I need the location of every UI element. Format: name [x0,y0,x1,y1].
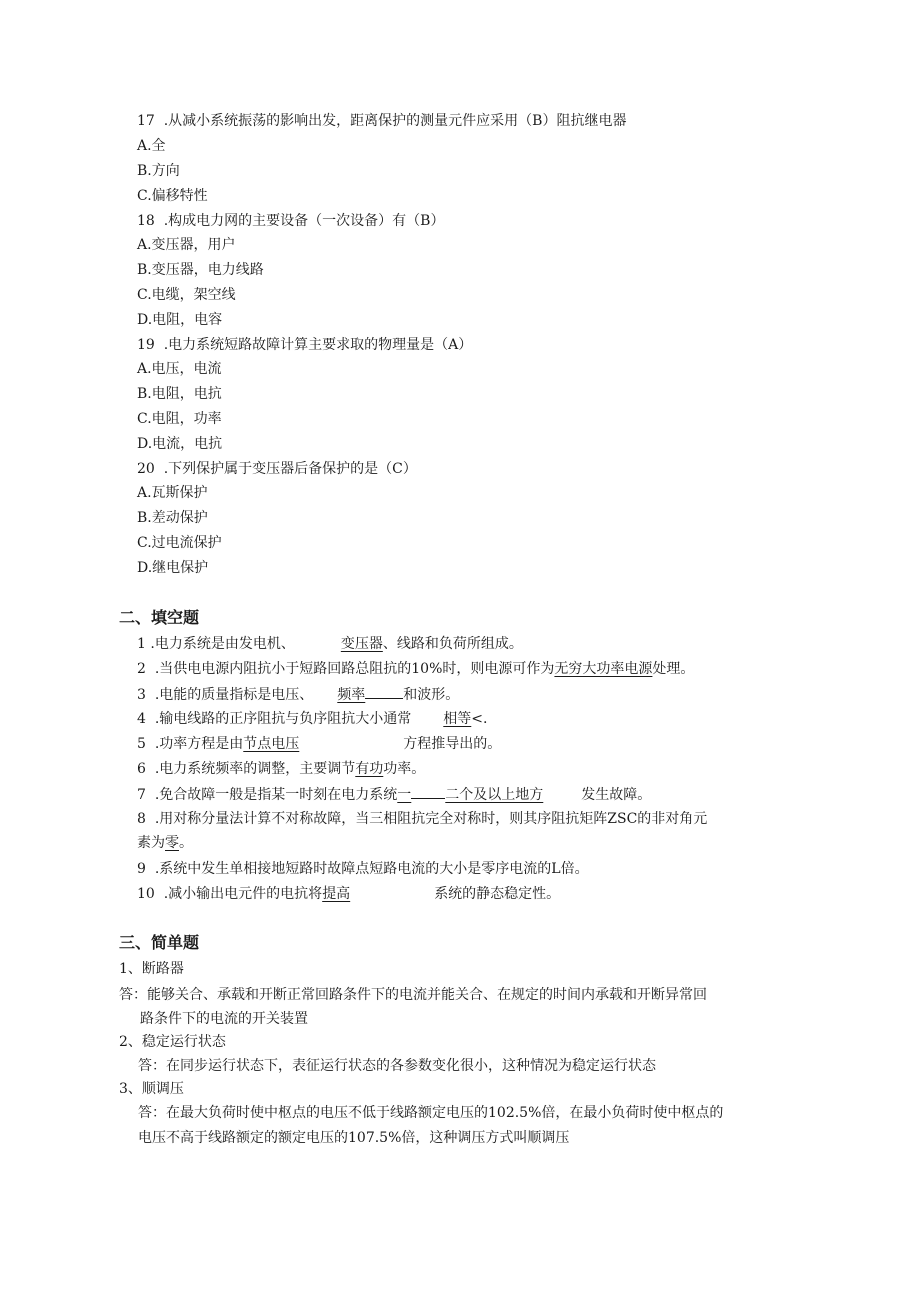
fill-answer: 相等 [443,711,472,727]
fill-item: 5 .功率方程是由节点电压 方程推导出的。 [137,736,502,752]
fill-item: 6 .电力系统频率的调整，主要调节有功功率。 [137,761,426,777]
fill-answer: 零 [165,835,179,851]
fill-item: 9 .系统中发生单相接地短路时故障点短路电流的大小是零序电流的L倍。 [137,861,589,877]
section-heading: 二、填空题 [119,608,200,627]
fill-answer: 节点电压 [243,736,300,752]
fill-answer: 提高 [322,886,351,902]
fill-item: 4 .输电线路的正序阻抗与负序阻抗大小通常 相等<. [137,711,488,727]
option: B.电阻，电抗 [137,386,222,402]
question-stem: 18 .构成电力网的主要设备（一次设备）有（B） [137,213,445,229]
option: C.电缆，架空线 [137,287,236,303]
option: C.电阻，功率 [137,411,222,427]
fill-item: 3 .电能的质量指标是电压、 频率 和波形。 [137,684,459,705]
option: A.瓦斯保护 [137,485,208,501]
fill-answer: 变压器 [340,636,383,652]
fill-item: 7 .免合故障一般是指某一时刻在电力系统一 二个及以上地方 发生故障。 [137,784,651,805]
fill-item: 1 .电力系统是由发电机、 变压器、线路和负荷所组成。 [137,636,523,652]
option: A.电压，电流 [137,361,222,377]
option: B.差动保护 [137,510,208,526]
question-stem: 20 .下列保护属于变压器后备保护的是（C） [137,461,417,477]
option: B.方向 [137,163,180,179]
fill-item: 2 .当供电电源内阻抗小于短路回路总阻抗的10%时，则电源可作为无穷大功率电源处理。 [137,661,695,677]
option: D.继电保护 [137,560,209,576]
answer-line: 答：能够关合、承载和开断正常回路条件下的电流并能关合、在规定的时间内承载和开断异常回 [119,987,707,1003]
fill-answer: 频率 [337,687,366,703]
option: A.变压器，用户 [137,237,236,253]
option: C.过电流保护 [137,535,222,551]
fill-answer: 有功 [355,761,384,777]
fill-item: 8 .用对称分量法计算不对称故障，当三相阻抗完全对称时，则其序阻抗矩阵ZSC的非对角元 [137,811,708,827]
question-stem: 19 .电力系统短路故障计算主要求取的物理量是（A） [137,337,473,353]
question-stem: 17 .从减小系统振荡的影响出发，距离保护的测量元件应采用（B）阻抗继电器 [137,113,627,129]
term: 2、稳定运行状态 [119,1034,226,1050]
fill-answer: 二个及以上地方 [445,787,544,803]
term: 1、断路器 [119,961,184,977]
fill-answer: 无穷大功率电源 [554,661,653,677]
answer-line: 答：在同步运行状态下，表征运行状态的各参数变化很小，这种情况为稳定运行状态 [138,1058,656,1074]
fill-item-continued: 素为零。 [137,835,193,851]
answer-line: 路条件下的电流的开关装置 [140,1011,308,1027]
term: 3、顺调压 [119,1081,184,1097]
section-heading: 三、简单题 [119,933,200,952]
fill-item: 10 .减小输出电元件的电抗将提高 系统的静态稳定性。 [137,886,561,902]
answer-line: 电压不高于线路额定的额定电压的107.5%倍，这种调压方式叫顺调压 [138,1130,570,1146]
option: D.电阻，电容 [137,312,223,328]
option: B.变压器，电力线路 [137,262,264,278]
option: D.电流，电抗 [137,436,223,452]
answer-line: 答：在最大负荷时使中枢点的电压不低于线路额定电压的102.5%倍，在最小负荷时使中枢点的 [138,1105,724,1121]
option: A.全 [137,138,166,154]
option: C.偏移特性 [137,188,208,204]
